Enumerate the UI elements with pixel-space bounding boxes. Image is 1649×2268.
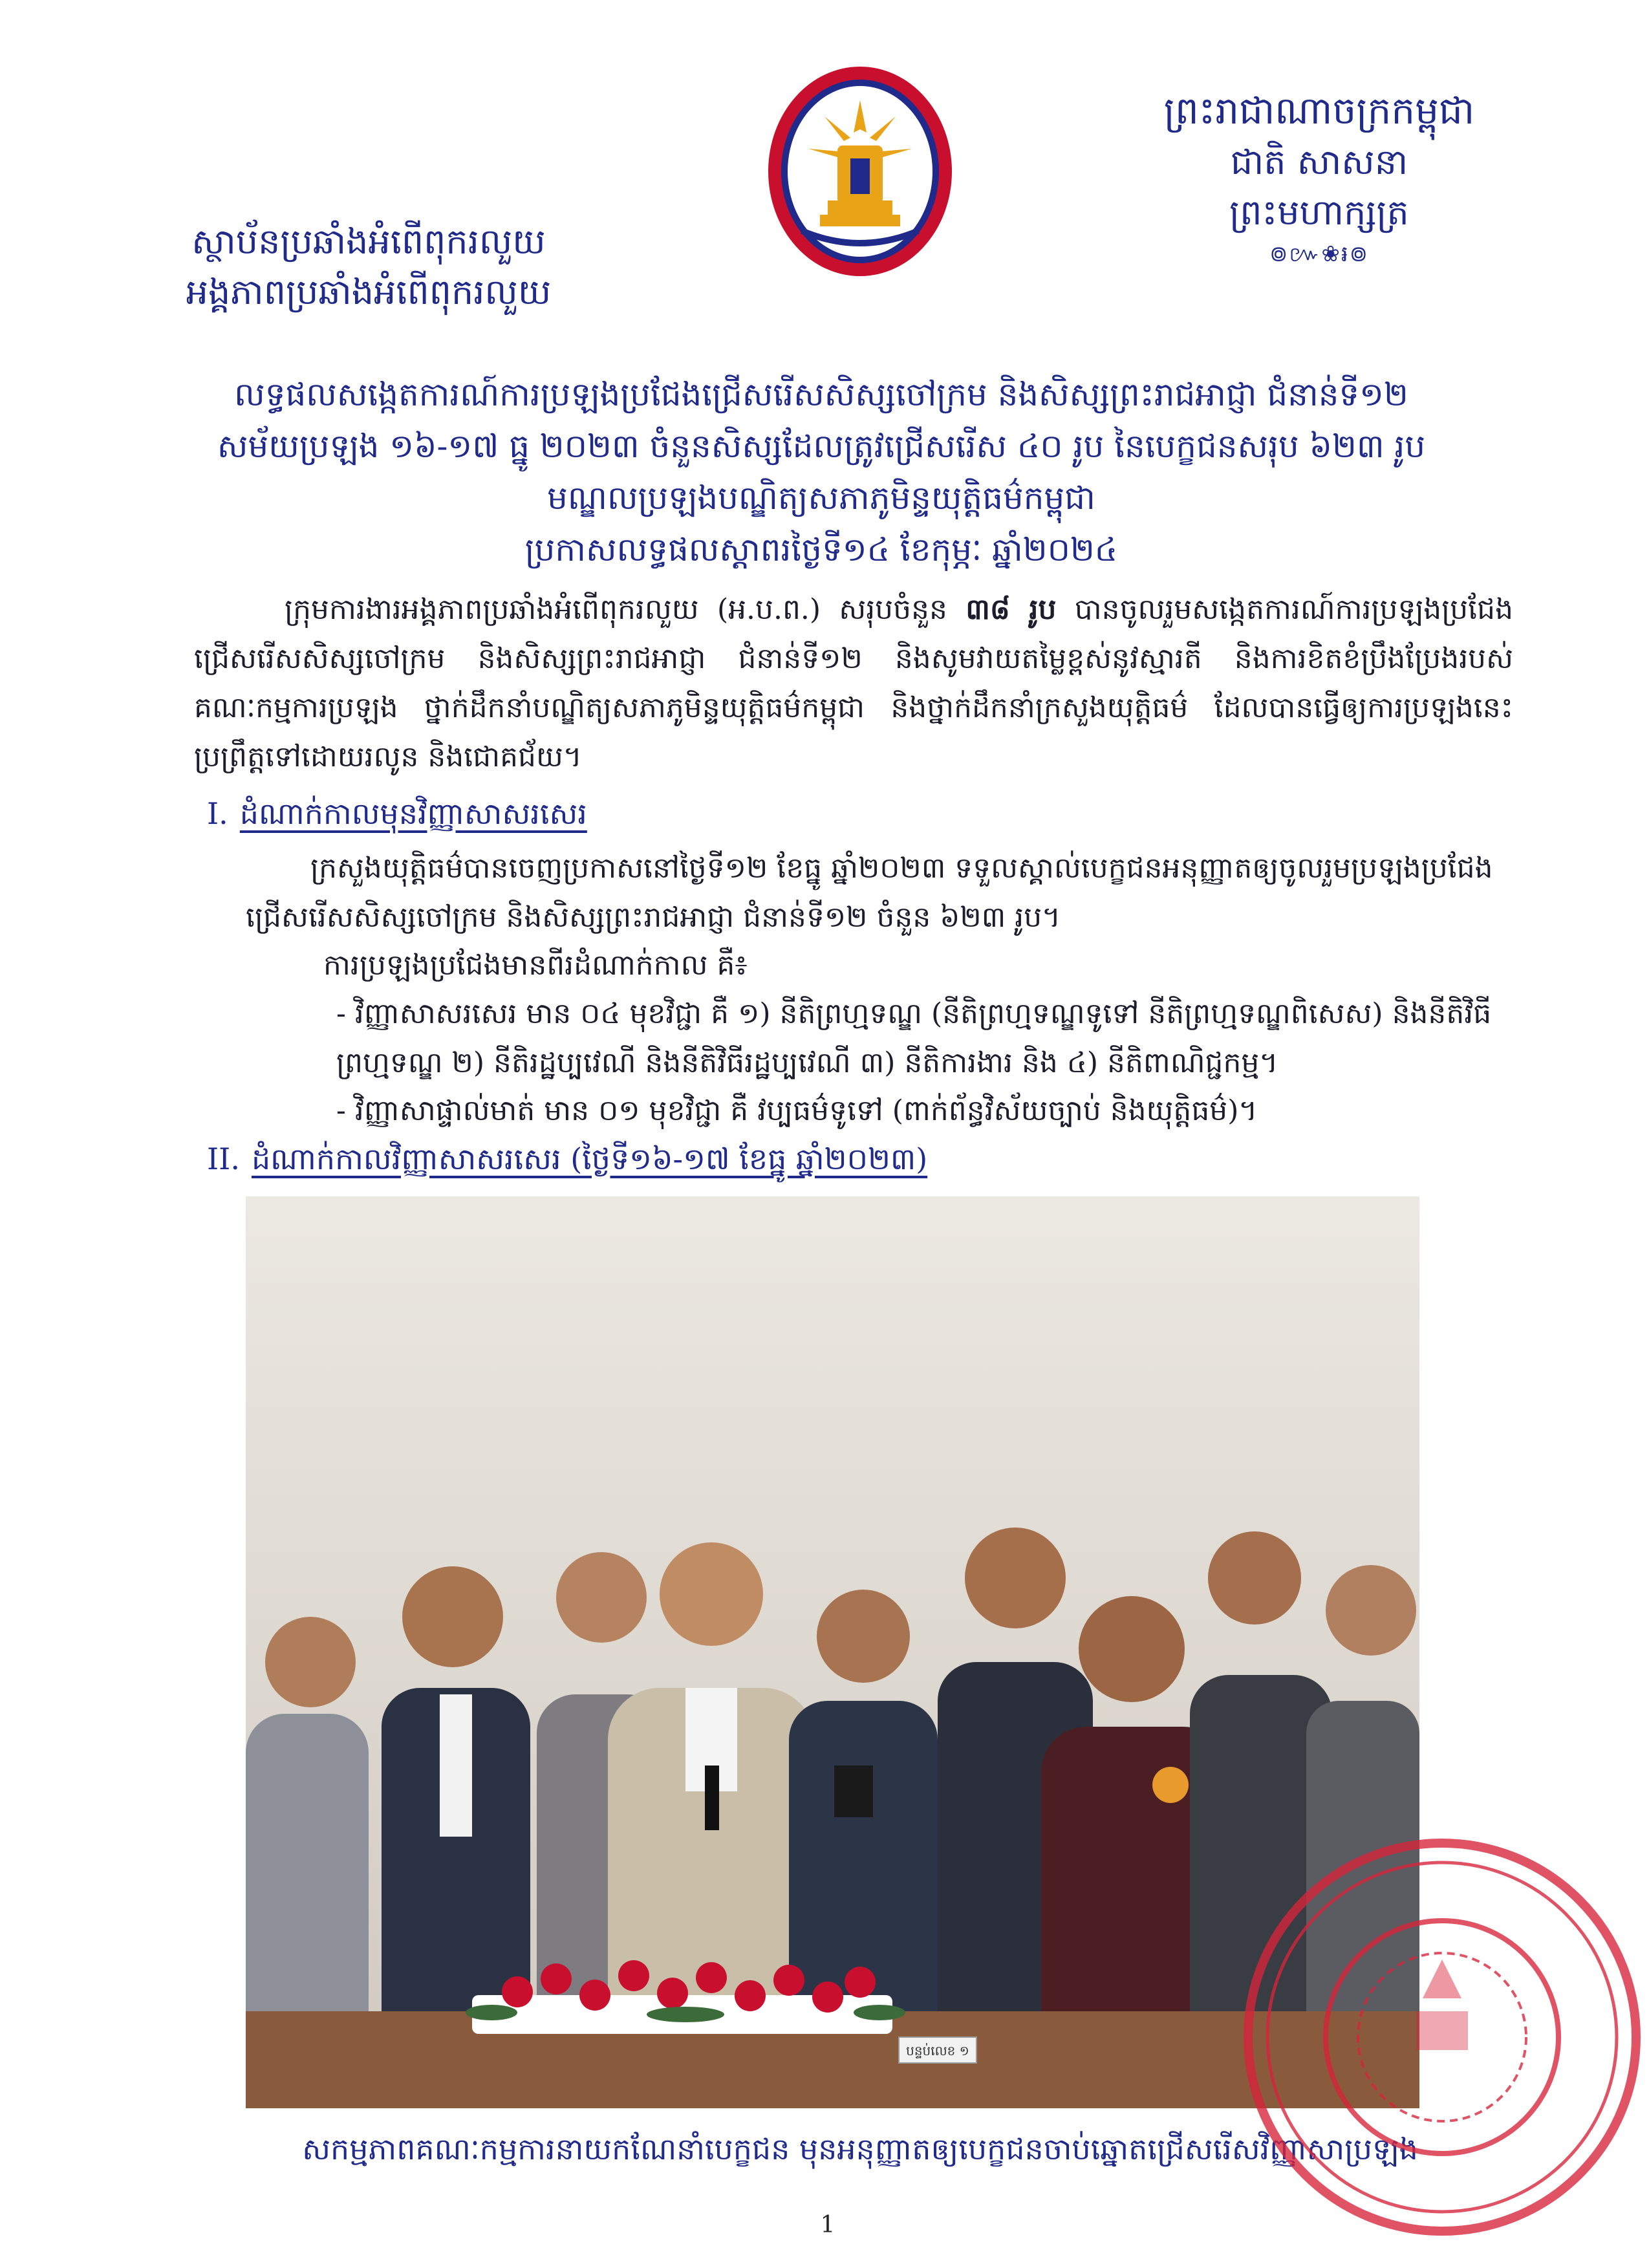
title-line3: មណ្ឌលប្រឡងបណ្ឌិត្យសភាភូមិន្ទយុត្តិធម៌កម្ពុជា xyxy=(547,479,1095,517)
kingdom-heading xyxy=(1138,84,1500,270)
agency-heading xyxy=(162,217,576,318)
section-1-number: I. xyxy=(207,796,228,831)
acu-emblem-logo xyxy=(763,61,957,281)
table-room-card: បន្ទប់លេខ ១ xyxy=(906,2043,969,2058)
section-2-heading xyxy=(207,1136,927,1182)
intro-team-count: ៣៨ រូប xyxy=(965,593,1057,626)
section-1-stages-intro: ការប្រឡងប្រជែងមានពីរដំណាក់កាល គឺ៖ xyxy=(323,949,748,982)
section-1-bullet-written: - វិញ្ញាសាសរសេរ មាន ០៤ មុខវិជ្ជា គឺ ១) នីតិព្រហ្មទណ្ឌ (នីតិព្រហ្មទណ្ឌទូទៅ នីតិព្រហ្មទណ្ឌពិសេស) និងនីតិវិធីព្រហ្មទណ្ឌ ២) នីតិរដ្ឋប្បវេណី និងនីតិវិធីរដ្ឋប្បវេណី ៣) នីតិការងារ និង ៤) នីតិពាណិជ្ជកម្ម។ xyxy=(336,997,1492,1079)
section-1-label: ដំណាក់កាលមុនវិញ្ញាសាសរសេរ xyxy=(239,796,587,831)
section-1-bullet-oral: - វិញ្ញាសាផ្ទាល់មាត់ មាន ០១ មុខវិជ្ជា គឺ វប្បធម៌ទូទៅ (ពាក់ព័ន្ធវិស័យច្បាប់ និងយុត្តិធម៌)។ xyxy=(336,1094,1258,1127)
section-1-heading xyxy=(207,791,587,836)
official-stamp xyxy=(1235,1830,1649,2244)
kingdom-title: ព្រះរាជាណាចក្រកម្ពុជា xyxy=(1163,89,1475,133)
kingdom-ornament: ៙៚❀៛៙ xyxy=(1269,241,1369,267)
agency-name-line1: ស្ថាប័នប្រឆាំងអំពើពុករលួយ xyxy=(191,221,546,262)
page-number: 1 xyxy=(820,2212,835,2238)
agency-name-line2: អង្គភាពប្រឆាំងអំពើពុករលួយ xyxy=(186,272,552,312)
report-title xyxy=(155,369,1487,576)
intro-paragraph xyxy=(194,585,1513,782)
section-1-paragraph: ក្រសួងយុត្តិធម៌បានចេញប្រកាសនៅថ្ងៃទី១២ ខែធ្នូ ឆ្នាំ២០២៣ ទទួលស្គាល់បេក្ខជនអនុញ្ញាតឲ្យចូលរួមប្រឡងប្រជែងជ្រើសរើសសិស្សចៅក្រម និងសិស្សព្រះរាជអាជ្ញា ជំនាន់ទី១២ ចំនួន ៦២៣ រូប។ xyxy=(246,852,1493,934)
title-line2: សម័យប្រឡង ១៦-១៧ ធ្នូ ២០២៣ ចំនួនសិស្សដែលត្រូវជ្រើសរើស ៤០ រូប នៃបេក្ខជនសរុប ៦២៣ រូប xyxy=(217,427,1426,465)
intro-text-end: បានចូលរួមសង្កេតការណ៍ការប្រឡងប្រជែងជ្រើសរើសសិស្សចៅក្រម និងសិស្សព្រះរាជអាជ្ញា ជំនាន់ទី១២ និងសូមវាយតម្លៃខ្ពស់នូវស្មារតី និងការខិតខំប្រឹងប្រែងរបស់គណៈកម្មការប្រឡង ថ្នាក់ដឹកនាំបណ្ឌិត្យសភាភូមិន្ទយុត្តិធម៌កម្ពុជា និងថ្នាក់ដឹកនាំក្រសួងយុត្តិធម៌ ដែលបានធ្វើឲ្យការប្រឡងនេះប្រព្រឹត្តទៅដោយរលូន និងជោគជ័យ។ xyxy=(194,593,1514,773)
section-2-number: II. xyxy=(207,1141,240,1176)
title-line1: លទ្ធផលសង្កេតការណ៍ការប្រឡងប្រជែងជ្រើសរើសសិស្សចៅក្រម និងសិស្សព្រះរាជអាជ្ញា ជំនាន់ទី១២ xyxy=(234,376,1408,413)
title-line4: ប្រកាសលទ្ធផលស្ដាពរថ្ងៃទី១៤ ខែកុម្ភៈ ឆ្នាំ២០២៤ xyxy=(524,531,1118,568)
section-2-label: ដំណាក់កាលវិញ្ញាសាសរសេរ (ថ្ងៃទី១៦-១៧ ខែធ្នូ ឆ្នាំ២០២៣) xyxy=(251,1141,928,1176)
intro-text-start: ក្រុមការងារអង្គភាពប្រឆាំងអំពើពុករលួយ (អ.ប.ព.) សរុបចំនួន xyxy=(285,593,966,626)
photo-caption: សកម្មភាពគណៈកម្មការនាយកណែនាំបេក្ខជន មុនអនុញ្ញាតឲ្យបេក្ខជនចាប់ឆ្នោតជ្រើសរើសវិញ្ញាសាប្រឡង xyxy=(302,2132,1418,2166)
kingdom-motto: ជាតិ សាសនា ព្រះមហាក្សត្រ xyxy=(1229,142,1409,233)
